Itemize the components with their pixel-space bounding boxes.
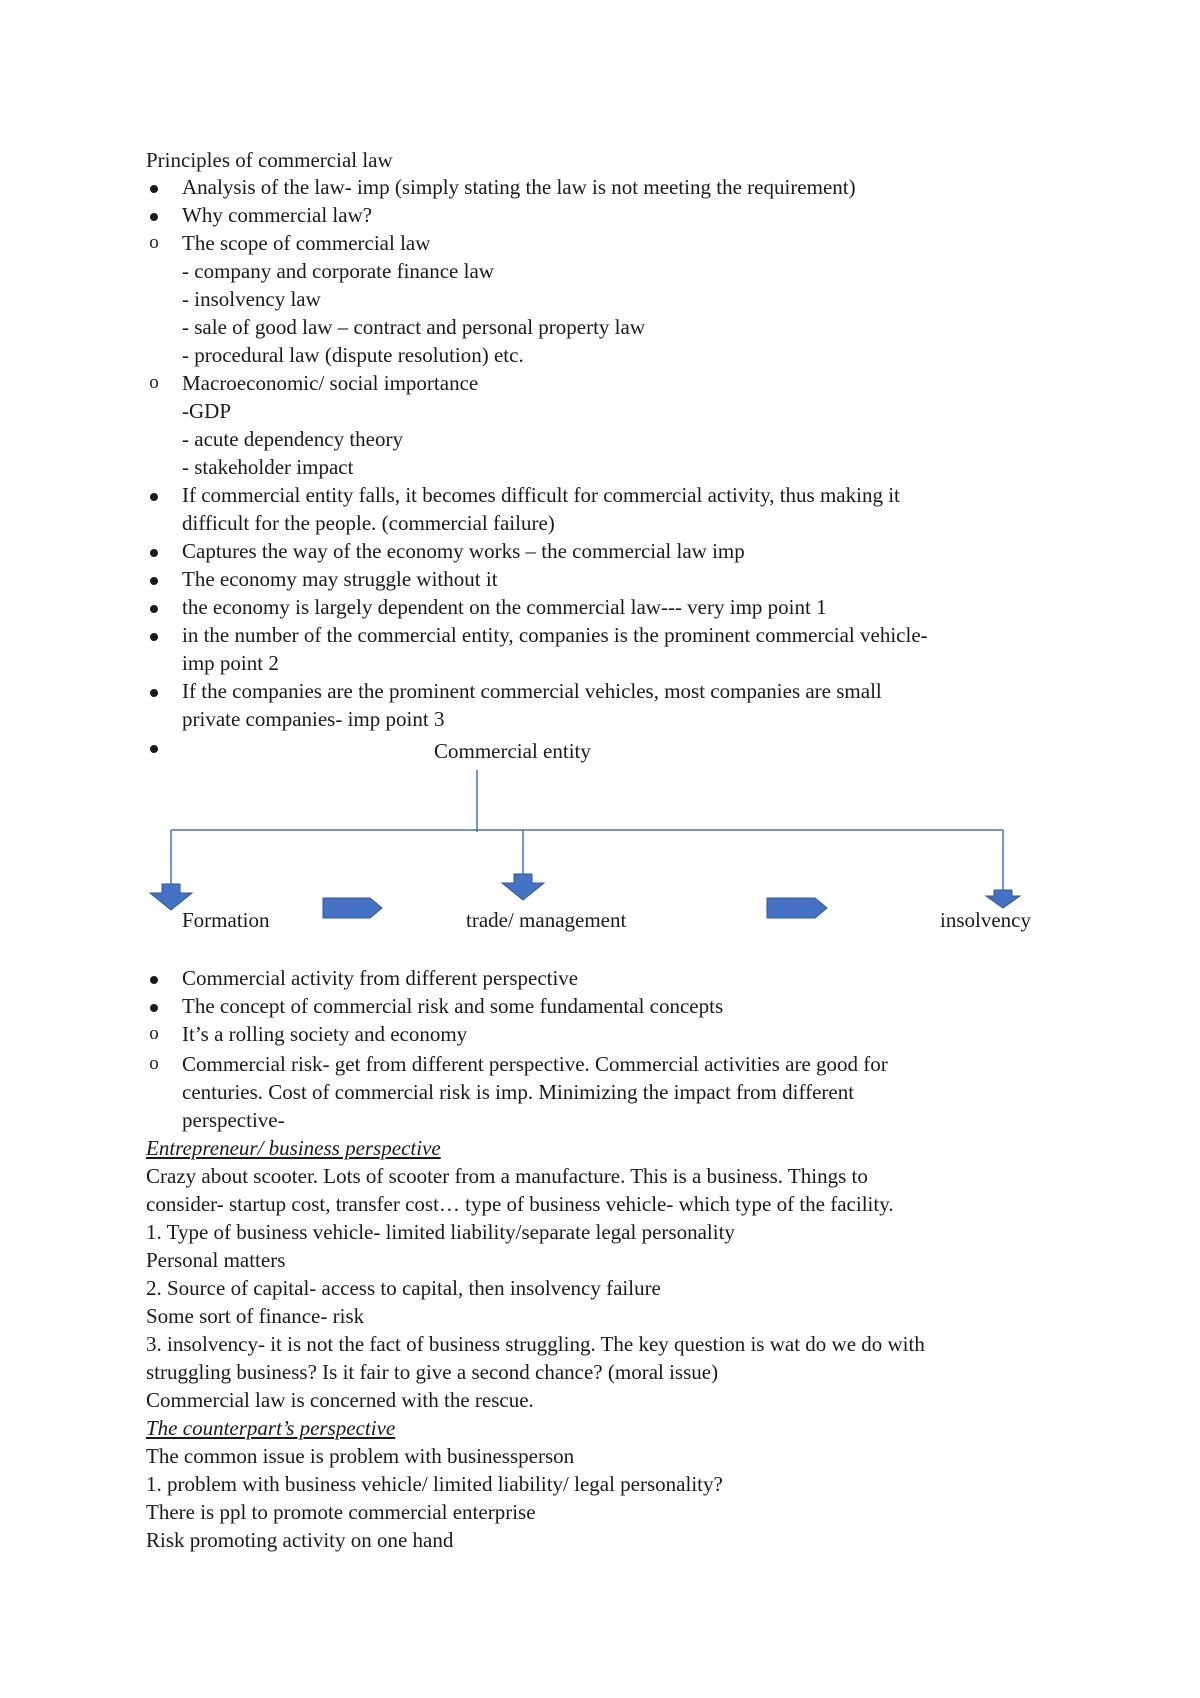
paragraph-line: 1. Type of business vehicle- limited liability/separate legal personality bbox=[146, 1220, 735, 1244]
list-subitem: - procedural law (dispute resolution) etc. bbox=[182, 343, 524, 367]
circle-marker: o bbox=[149, 232, 159, 253]
list-item: If commercial entity falls, it becomes difficult for commercial activity, thus making it bbox=[182, 483, 900, 507]
paragraph-line: The common issue is problem with businessperson bbox=[146, 1444, 575, 1468]
paragraph-line: 1. problem with business vehicle/ limited liability/ legal personality? bbox=[146, 1472, 723, 1496]
list-item: If the companies are the prominent commercial vehicles, most companies are small bbox=[182, 679, 882, 703]
list-item: Why commercial law? bbox=[182, 203, 373, 227]
diagram-root-label: Commercial entity bbox=[434, 739, 591, 763]
paragraph-line: Risk promoting activity on one hand bbox=[146, 1528, 454, 1552]
diagram-stage-trade: trade/ management bbox=[466, 908, 627, 932]
down-arrow-icon bbox=[986, 890, 1020, 908]
list-item-continuation: difficult for the people. (commercial failure) bbox=[182, 511, 555, 535]
list-item: in the number of the commercial entity, companies is the prominent commercial vehicle- bbox=[182, 623, 928, 647]
document-title: Principles of commercial law bbox=[146, 148, 393, 172]
list-item: It’s a rolling society and economy bbox=[182, 1022, 468, 1046]
paragraph-line: Some sort of finance- risk bbox=[146, 1304, 365, 1328]
circle-marker: o bbox=[149, 372, 159, 393]
paragraph-line: 2. Source of capital- access to capital, then insolvency failure bbox=[146, 1276, 661, 1300]
section-heading: The counterpart’s perspective bbox=[146, 1416, 396, 1440]
list-item: Commercial activity from different perspective bbox=[182, 966, 579, 990]
list-item: Commercial risk- get from different perspective. Commercial activities are good for bbox=[182, 1052, 888, 1076]
paragraph-line: Commercial law is concerned with the rescue. bbox=[146, 1388, 534, 1412]
list-item-continuation: private companies- imp point 3 bbox=[182, 707, 445, 731]
list-item: The concept of commercial risk and some fundamental concepts bbox=[182, 994, 724, 1018]
list-item: Macroeconomic/ social importance bbox=[182, 371, 479, 395]
list-item: The economy may struggle without it bbox=[182, 567, 498, 591]
diagram-stage-insolvency: insolvency bbox=[940, 908, 1031, 932]
list-subitem: - insolvency law bbox=[182, 287, 321, 311]
list-item-continuation: imp point 2 bbox=[182, 651, 279, 675]
list-item: The scope of commercial law bbox=[182, 231, 431, 255]
list-subitem: - stakeholder impact bbox=[182, 455, 354, 479]
list-item-continuation: centuries. Cost of commercial risk is imp. Minimizing the impact from different bbox=[182, 1080, 855, 1104]
right-chevron-arrow-icon bbox=[323, 898, 382, 918]
list-subitem: - acute dependency theory bbox=[182, 427, 403, 451]
diagram-stage-formation: Formation bbox=[182, 908, 270, 932]
bullet-marker bbox=[144, 965, 164, 991]
right-chevron-arrow-icon bbox=[767, 898, 827, 918]
paragraph-line: Crazy about scooter. Lots of scooter from a manufacture. This is a business. Things to bbox=[146, 1164, 868, 1188]
list-item: Analysis of the law- imp (simply stating the law is not meeting the requirement) bbox=[182, 175, 856, 199]
paragraph-line: consider- startup cost, transfer cost… type of business vehicle- which type of the facility. bbox=[146, 1192, 894, 1216]
list-subitem: - sale of good law – contract and personal property law bbox=[182, 315, 646, 339]
section-heading: Entrepreneur/ business perspective bbox=[146, 1136, 441, 1160]
circle-marker: o bbox=[149, 1053, 159, 1074]
list-subitem: - company and corporate finance law bbox=[182, 259, 494, 283]
paragraph-line: struggling business? Is it fair to give a second chance? (moral issue) bbox=[146, 1360, 719, 1384]
paragraph-line: 3. insolvency- it is not the fact of business struggling. The key question is wat do we do with bbox=[146, 1332, 925, 1356]
list-item-continuation: perspective- bbox=[182, 1108, 285, 1132]
list-subitem: -GDP bbox=[182, 399, 232, 423]
bullet-marker bbox=[144, 993, 164, 1019]
paragraph-line: There is ppl to promote commercial enterprise bbox=[146, 1500, 536, 1524]
list-item: Captures the way of the economy works – the commercial law imp bbox=[182, 539, 745, 563]
circle-marker: o bbox=[149, 1023, 159, 1044]
list-item: the economy is largely dependent on the commercial law--- very imp point 1 bbox=[182, 595, 827, 619]
down-arrow-icon bbox=[502, 874, 544, 900]
paragraph-line: Personal matters bbox=[146, 1248, 286, 1272]
